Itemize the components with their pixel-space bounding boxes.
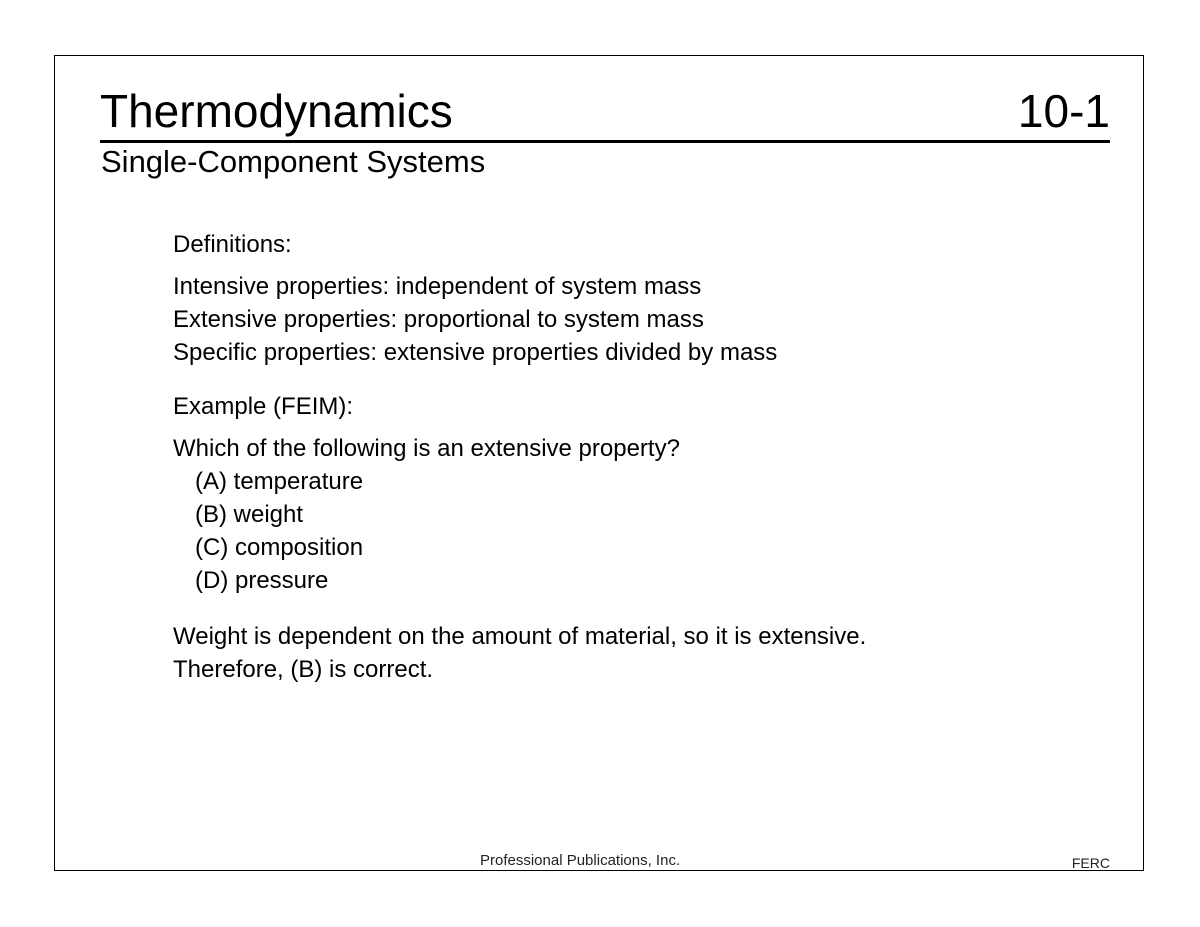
definition-specific: Specific properties: extensive properties divided by mass [173,339,778,366]
footer-code: FERC [1071,855,1110,871]
footer-publisher: Professional Publications, Inc. [480,852,681,869]
definition-intensive: Intensive properties: independent of system mass [173,273,702,300]
slide-title: Thermodynamics [100,85,453,137]
example-question: Which of the following is an extensive property? [173,435,680,462]
slide-number: 10-1 [1017,85,1110,137]
slide-content [173,228,866,686]
option-c: (C) composition [195,534,364,561]
definitions-heading: Definitions: [173,231,292,258]
slide-subtitle: Single-Component Systems [101,144,486,179]
answer-explanation: Weight is dependent on the amount of material, so it is extensive. [173,623,867,650]
answer-conclusion: Therefore, (B) is correct. [173,656,434,683]
slide-header [100,82,1110,143]
option-b: (B) weight [195,501,304,528]
example-heading: Example (FEIM): [173,393,354,420]
definition-extensive: Extensive properties: proportional to system mass [173,306,704,333]
option-a: (A) temperature [195,468,364,495]
option-d: (D) pressure [195,567,329,594]
